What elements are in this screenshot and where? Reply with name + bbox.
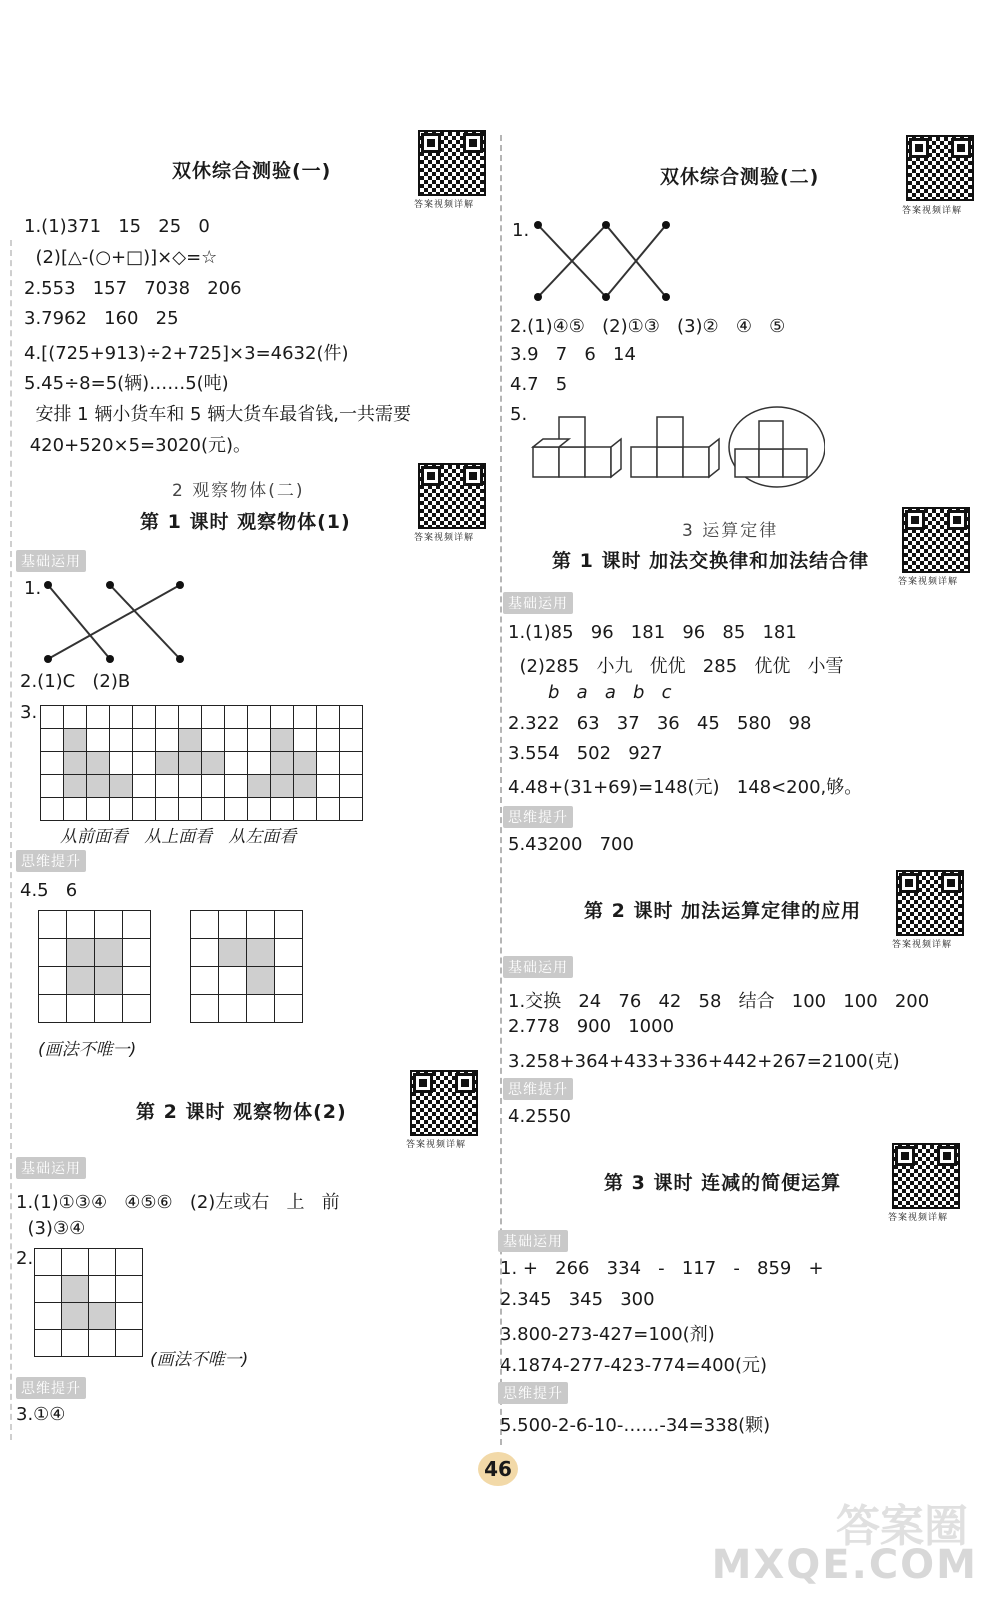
- view-grid: [34, 1248, 143, 1357]
- answer-line: 1. + 266 334 - 117 - 859 +: [500, 1258, 824, 1279]
- matching-lines: [526, 215, 686, 310]
- answer-line: 3.800-273-427=100(剂): [500, 1324, 715, 1345]
- tag-basic: 基础运用: [503, 956, 573, 978]
- watermark-logo: 答案圈: [836, 1501, 968, 1552]
- qr-code-icon: [418, 463, 486, 529]
- lesson-title: 第 1 课时 加法交换律和加法结合律: [552, 550, 870, 572]
- answer-line: 4.[(725+913)÷2+725]×3=4632(件): [24, 343, 349, 364]
- answer-line: 4.1874-277-423-774=400(元): [500, 1355, 768, 1376]
- view-grid: [190, 910, 303, 1023]
- answer-line: 2.553 157 7038 206: [24, 278, 242, 299]
- tag-think: 思维提升: [498, 1382, 568, 1404]
- qr-caption: 答案视频详解: [406, 1140, 467, 1150]
- tag-think: 思维提升: [503, 1078, 573, 1100]
- view-grid: [38, 910, 151, 1023]
- page-number: 46: [478, 1452, 518, 1486]
- qr-code-icon: [410, 1070, 478, 1136]
- answer-line: 5.500-2-6-10-……-34=338(颗): [500, 1415, 771, 1436]
- answer-line: (3)③④: [16, 1218, 86, 1239]
- qr-code-icon: [906, 135, 974, 201]
- answer-line: 1.: [512, 220, 530, 241]
- answer-line: 5.: [510, 404, 528, 425]
- answer-line: 2.322 63 37 36 45 580 98: [508, 713, 812, 734]
- answer-line: 3.①④: [16, 1404, 66, 1425]
- answer-line: (2)[△-(○+□)]×◇=☆: [24, 247, 218, 268]
- answer-line: 4.5 6: [20, 880, 78, 901]
- tag-basic: 基础运用: [16, 550, 86, 572]
- view-captions: 从前面看 从上面看 从左面看: [60, 827, 297, 847]
- answer-line: 安排 1 辆小货车和 5 辆大货车最省钱,一共需要: [24, 404, 411, 425]
- answer-line: 4.7 5: [510, 374, 568, 395]
- answer-line: 1.(1)85 96 181 96 85 181: [508, 622, 797, 643]
- answer-line: 1.(1)371 15 25 0: [24, 216, 210, 237]
- qr-code-icon: [896, 870, 964, 936]
- answer-line: 1.: [24, 578, 42, 599]
- matching-lines: [30, 575, 200, 670]
- qr-caption: 答案视频详解: [414, 533, 475, 543]
- qr-code-icon: [418, 130, 486, 196]
- tag-basic: 基础运用: [503, 592, 573, 614]
- answer-line: 3.258+364+433+336+442+267=2100(克): [508, 1051, 900, 1072]
- lesson-title: 第 2 课时 加法运算定律的应用: [584, 900, 862, 922]
- test2-title: 双休综合测验(二): [660, 166, 820, 188]
- tag-think: 思维提升: [503, 806, 573, 828]
- answer-line: 2.345 345 300: [500, 1289, 655, 1310]
- answer-line: 2.(1)④⑤ (2)①③ (3)② ④ ⑤: [510, 316, 786, 337]
- answer-line: 2.778 900 1000: [508, 1016, 675, 1037]
- answer-line: 1.(1)①③④ ④⑤⑥ (2)左或右 上 前: [16, 1192, 340, 1213]
- answer-line: 3.: [20, 702, 38, 723]
- answer-line: 420+520×5=3020(元)。: [24, 435, 251, 456]
- drawing-note: (画法不唯一): [150, 1350, 249, 1370]
- qr-caption: 答案视频详解: [414, 200, 475, 210]
- answer-line: 1.交换 24 76 42 58 结合 100 100 200: [508, 991, 930, 1012]
- tag-basic: 基础运用: [498, 1230, 568, 1252]
- tag-think: 思维提升: [16, 1377, 86, 1399]
- view-grid: [40, 705, 363, 821]
- lesson-title: 第 2 课时 观察物体(2): [136, 1101, 347, 1123]
- answer-line: 3.7962 160 25: [24, 308, 179, 329]
- unit-3-heading: 3 运算定律: [682, 521, 779, 541]
- answer-line: 2.: [16, 1248, 34, 1269]
- answer-line: b a a b c: [508, 682, 672, 703]
- tag-basic: 基础运用: [16, 1157, 86, 1179]
- qr-code-icon: [902, 507, 970, 573]
- answer-line: 4.2550: [508, 1106, 571, 1127]
- answer-line: (2)285 小九 优优 285 优优 小雪: [508, 656, 844, 677]
- qr-caption: 答案视频详解: [892, 940, 953, 950]
- answer-line: 3.554 502 927: [508, 743, 663, 764]
- answer-line: 4.48+(31+69)=148(元) 148<200,够。: [508, 777, 863, 798]
- qr-code-icon: [892, 1143, 960, 1209]
- left-margin-dash: [10, 240, 12, 1440]
- test1-title: 双休综合测验(一): [172, 160, 332, 182]
- lesson-title: 第 1 课时 观察物体(1): [140, 511, 351, 533]
- qr-caption: 答案视频详解: [888, 1213, 949, 1223]
- answer-line: 3.9 7 6 14: [510, 344, 636, 365]
- cube-figures: [525, 405, 825, 495]
- lesson-title: 第 3 课时 连减的简便运算: [604, 1172, 842, 1194]
- qr-caption: 答案视频详解: [898, 577, 959, 587]
- answer-line: 5.43200 700: [508, 834, 634, 855]
- drawing-note: (画法不唯一): [38, 1040, 137, 1060]
- answer-line: 2.(1)C (2)B: [20, 671, 131, 692]
- unit-2-heading: 2 观察物体(二): [172, 481, 305, 501]
- qr-caption: 答案视频详解: [902, 206, 963, 216]
- answer-line: 5.45÷8=5(辆)……5(吨): [24, 373, 229, 394]
- tag-think: 思维提升: [16, 850, 86, 872]
- watermark-url: MXQE.COM: [711, 1542, 978, 1588]
